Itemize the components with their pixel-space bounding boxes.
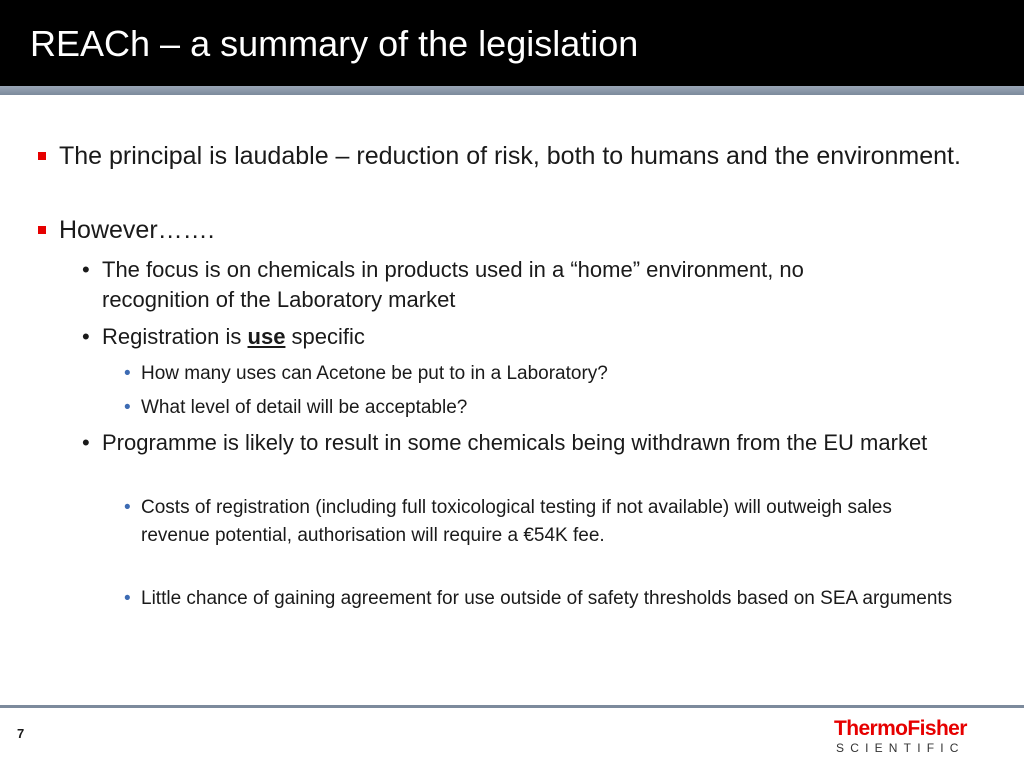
- bullet-item-principal: [38, 140, 978, 172]
- round-bullet-icon: •: [82, 430, 90, 455]
- title-divider: [0, 86, 1024, 95]
- bullet-text: How many uses can Acetone be put to in a Laboratory?: [141, 363, 608, 384]
- bullet-text: [82, 322, 942, 352]
- page-number: 7: [17, 726, 25, 741]
- bullet-text: The principal is laudable – reduction of risk, both to humans and the environment.: [59, 142, 961, 170]
- emphasized-word: use: [247, 324, 286, 349]
- logo-subtitle: SCIENTIFIC: [836, 741, 965, 755]
- logo-wordmark: ThermoFisher: [834, 717, 967, 740]
- round-bullet-icon: •: [124, 497, 131, 518]
- round-bullet-icon: •: [124, 363, 131, 384]
- footer-divider: [0, 705, 1024, 708]
- bullet-item-focus: [82, 255, 842, 315]
- bullet-text: Little chance of gaining agreement for use outside of safety thresholds based on SEA arguments: [141, 588, 953, 609]
- text-segment: specific: [285, 324, 365, 349]
- bullet-item-however: [38, 214, 978, 246]
- bullet-item-sea: [124, 585, 954, 613]
- bullet-text: The focus is on chemicals in products used in a “home” environment, no recognition of the Laboratory market: [102, 257, 804, 312]
- slide-title: REACh – a summary of the legislation: [30, 23, 639, 64]
- round-bullet-icon: •: [82, 257, 90, 282]
- title-bar: [0, 0, 1024, 86]
- round-bullet-icon: •: [124, 397, 131, 418]
- bullet-item-registration: [82, 322, 942, 352]
- bullet-text: However…….: [59, 216, 215, 244]
- bullet-item-costs: [124, 494, 954, 550]
- bullet-item-acetone: [124, 360, 964, 388]
- bullet-text: What level of detail will be acceptable?: [141, 397, 468, 418]
- bullet-text: Costs of registration (including full toxicological testing if not available) will outweigh sales revenue potential, authorisation will require a €54K fee.: [141, 497, 892, 546]
- bullet-item-programme: [82, 428, 952, 458]
- bullet-text: Programme is likely to result in some chemicals being withdrawn from the EU market: [102, 430, 928, 455]
- bullet-item-detail: [124, 394, 964, 422]
- text-segment: Registration is: [102, 324, 248, 349]
- round-bullet-icon: •: [82, 324, 90, 349]
- round-bullet-icon: •: [124, 588, 131, 609]
- company-logo: [834, 718, 974, 756]
